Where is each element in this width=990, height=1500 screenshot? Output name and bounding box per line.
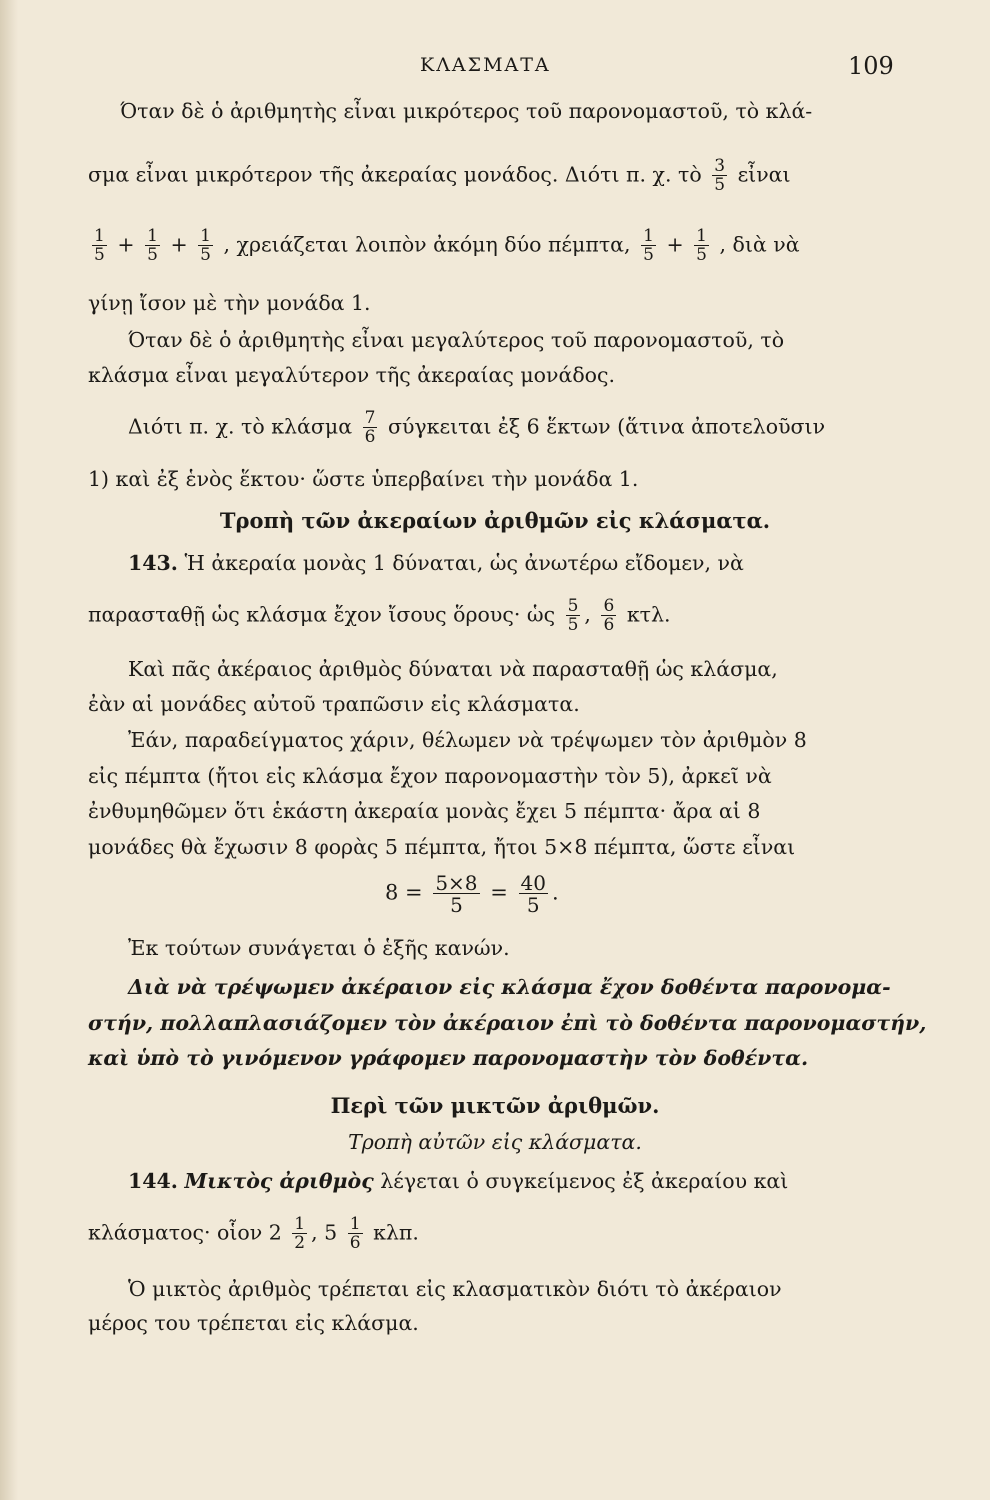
section-number: 144. [128, 1169, 178, 1193]
text-line: Ἐκ τούτων συνάγεται ὁ ἑξῆς κανών. [128, 936, 510, 960]
fraction: $\frac{40}{5}$ [520, 871, 546, 917]
section-number: 143. [128, 551, 178, 575]
rule-text: Διὰ νὰ τρέψωμεν ἀκέραιον εἰς κλάσμα ἔχον δοθέντα παρονομα- [128, 975, 891, 999]
fraction: $\frac{1}{5}$ [94, 226, 105, 265]
text-line: γίνῃ ἴσον μὲ τὴν μονάδα 1. [88, 291, 371, 315]
text-line: 143. Ἡ ἀκεραία μονὰς 1 δύναται, ὡς ἀνωτέρω εἴδομεν, νὰ [128, 551, 744, 575]
text-line: Διότι π. χ. τὸ κλάσμα $\frac{7}{6}$ σύγκειται ἐξ 6 ἕκτων (ἅτινα ἀποτελοῦσιν [128, 408, 826, 447]
text-line: μέρος του τρέπεται εἰς κλάσμα. [88, 1311, 419, 1335]
text-line: Ὁ μικτὸς ἀριθμὸς τρέπεται εἰς κλασματικὸν διότι τὸ ἀκέραιον [128, 1277, 782, 1301]
text-line: ἐὰν αἱ μονάδες αὐτοῦ τραπῶσιν εἰς κλάσματα. [88, 692, 580, 716]
text-line: κλάσματος· οἷον 2 $\frac{1}{2}$ , 5 $\frac{1}{6}$ κλπ. [88, 1214, 419, 1253]
subsection-heading: Τροπὴ αὐτῶν εἰς κλάσματα. [348, 1130, 642, 1154]
fraction: $\frac{1}{5}$ [696, 226, 707, 265]
equation: 8 = $\frac{5\times 8}{5}$ = $\frac{40}{5}$ . [385, 871, 559, 917]
fraction: $\frac{1}{6}$ [349, 1214, 361, 1253]
fraction: $\frac{5}{5}$ [567, 596, 579, 635]
page-number: 109 [848, 52, 894, 80]
text-line: 1) καὶ ἐξ ἑνὸς ἕκτου· ὥστε ὑπερβαίνει τὴν μονάδα 1. [88, 467, 639, 491]
text-line: ἐνθυμηθῶμεν ὅτι ἑκάστη ἀκεραία μονὰς ἔχει 5 πέμπτα· ἄρα αἱ 8 [88, 799, 761, 823]
text-line: κλάσμα εἶναι μεγαλύτερον τῆς ἀκεραίας μονάδος. [88, 363, 615, 387]
running-header: ΚΛΑΣΜΑΤΑ [420, 54, 551, 76]
text-line: σμα εἶναι μικρότερον τῆς ἀκεραίας μονάδος. Διότι π. χ. τὸ $\frac{3}{5}$ εἶναι [88, 156, 791, 195]
rule-text: καὶ ὑπὸ τὸ γινόμενον γράφομεν παρονομαστὴν τὸν δοθέντα. [88, 1046, 809, 1070]
section-heading: Τροπὴ τῶν ἀκεραίων ἀριθμῶν εἰς κλάσματα. [219, 508, 771, 533]
text-line: Καὶ πᾶς ἀκέραιος ἀριθμὸς δύναται νὰ παρασταθῇ ὡς κλάσμα, [128, 657, 778, 681]
fraction: $\frac{3}{5}$ [714, 156, 726, 195]
text-line: παρασταθῇ ὡς κλάσμα ἔχον ἴσους ὅρους· ὡς $\frac{5}{5}$ , $\frac{6}{6}$ κτλ. [88, 596, 671, 635]
text-line: Όταν δὲ ὁ ἀριθμητὴς εἶναι μεγαλύτερος τοῦ παρονομαστοῦ, τὸ [128, 328, 785, 352]
rule-text: στήν, πολλαπλασιάζομεν τὸν ἀκέραιον ἐπὶ τὸ δοθέντα παρονομαστήν, [88, 1011, 927, 1035]
text-line: 144. Μικτὸς ἀριθμὸς λέγεται ὁ συγκείμενος ἐξ ἀκεραίου καὶ [128, 1169, 789, 1193]
section-heading: Περὶ τῶν μικτῶν ἀριθμῶν. [330, 1093, 660, 1118]
text-line: Ἐάν, παραδείγματος χάριν, θέλωμεν νὰ τρέψωμεν τὸν ἀριθμὸν 8 [128, 728, 807, 752]
text-line: $\frac{1}{5}$ + $\frac{1}{5}$ + $\frac{1}{5}$ , χρειάζεται λοιπὸν ἀκόμη δύο πέμπτα, $\frac{1}{5}$ + $\frac{1}{5}$ , διὰ νὰ [94, 226, 800, 265]
fraction: $\frac{7}{6}$ [364, 408, 376, 447]
fraction: $\frac{1}{2}$ [294, 1214, 306, 1253]
fraction: $\frac{1}{5}$ [200, 226, 211, 265]
text-line: εἰς πέμπτα (ἤτοι εἰς κλάσμα ἔχον παρονομαστὴν τὸν 5), ἀρκεῖ νὰ [88, 764, 772, 788]
fraction: $\frac{1}{5}$ [643, 226, 654, 265]
text-line: Όταν δὲ ὁ ἀριθμητὴς εἶναι μικρότερος τοῦ παρονομαστοῦ, τὸ κλά- [120, 99, 813, 123]
page-edge-shadow [0, 0, 18, 1500]
fraction: $\frac{1}{5}$ [147, 226, 158, 265]
text-line: μονάδες θὰ ἔχωσιν 8 φορὰς 5 πέμπτα, ἤτοι 5×8 πέμπτα, ὥστε εἶναι [88, 835, 796, 859]
fraction: $\frac{6}{6}$ [603, 596, 615, 635]
fraction: $\frac{5\times 8}{5}$ [435, 871, 478, 917]
